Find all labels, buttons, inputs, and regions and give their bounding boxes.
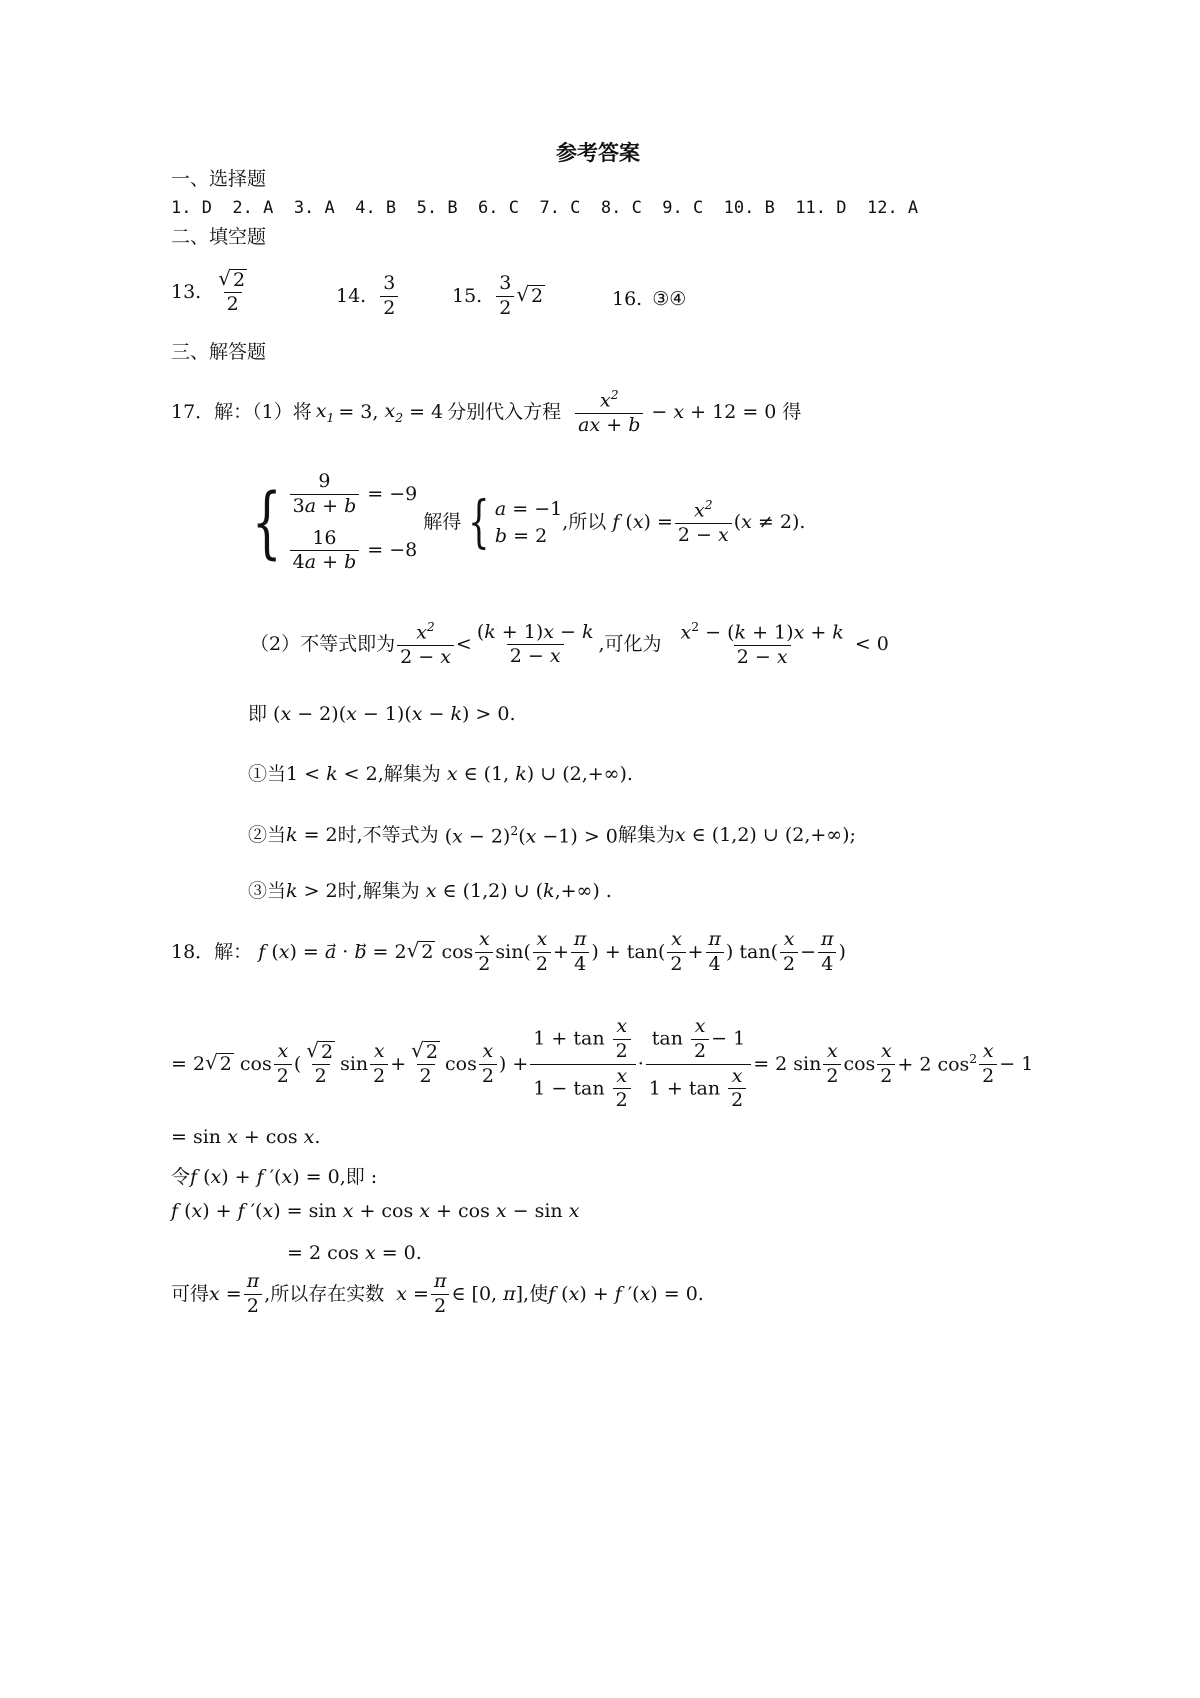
q17-intro-text: 17．解：（1）将 <box>171 401 312 424</box>
q18-kede: 可得 <box>171 1282 210 1305</box>
q17-case-text: 时,不等式为 <box>337 824 439 847</box>
left-brace: { <box>468 489 490 555</box>
q17-case-text: ②当 <box>248 824 287 847</box>
q18-ji-text: ,即 : <box>339 1166 378 1188</box>
section-choice-heading: 一、选择题 <box>171 168 267 190</box>
q17-intro-text: 得 <box>782 401 802 424</box>
choice-answers: 1. D 2. A 3. A 4. B 5. B 6. C 7. C 8. C 9. C 10. B 11. D 12. A <box>171 198 919 218</box>
fraction: $\frac{x^2}{ax + b}$ <box>575 388 643 438</box>
q18-line1: 18．解： f (x) = a⃗ · b⃗ = 2 √ 2 cos $\frac{x}{2}$ sin( $\frac{x}{2}$ + $\frac{\pi}{4}$ ) + tan( $\frac{x}{2}$ + $\frac{\pi}{4}$ ) tan( $\frac{x}{2}$ − $\frac{\pi}{4}$ ) <box>171 928 846 975</box>
q17-ji: 即 (x − 2)(x − 1)(x − k) > 0. <box>248 703 516 725</box>
q18-conclusion: 可得 x = $\frac{\pi}{2}$ ,所以存在实数 x = $\frac{\pi}{2}$ ∈ [0, π] ,使 f (x) + f ′(x) = 0. <box>171 1270 704 1317</box>
q18-ling: 令 f (x) + f ′(x) = 0 ,即 : <box>171 1166 378 1188</box>
q18-line2: = 2 √ 2 cos $\frac{x}{2}$ ( √ 2 2 sin $\frac{x}{2}$ + √ 2 2 cos $\frac{x}{2}$ ) + 1 + tan $\frac{x}{2}$ 1 − tan $\frac{x}{2}$ · tan $\frac{x}{2}$ − 1 1 + tan $\frac{x}{2}$ = 2 sin $\frac{x}{2}$ cos $\frac{x}{2}$ + 2 $\cos^2$ $\frac{x}{2}$ − 1 <box>171 1015 1034 1112</box>
q17-case-text: 解集为 <box>617 824 675 847</box>
q18-shi: ,使 <box>523 1282 549 1305</box>
q17-system: { $\frac{9}{3a + b}$ = −9 $\frac{16}{4a + b}$ = −8 解得 { a = −1 b = 2 ,所以 f (x) = $\frac{x^2}{2 - x}$ (x ≠ 2). <box>251 470 806 574</box>
q18-line3: = sin x + cos x. <box>171 1126 321 1148</box>
answer-14-label: 14. <box>336 284 367 307</box>
section-fill-heading: 二、填空题 <box>171 226 267 248</box>
q17-jiede: 解得 <box>423 511 462 533</box>
q17-case-text: 时,解集为 <box>337 880 420 902</box>
q17-case1: ①当 1 < k < 2 ,解集为 x ∈ (1, k) ∪ (2,+∞). <box>248 763 633 785</box>
answer-16 <box>612 290 686 309</box>
answer-14 <box>336 272 400 321</box>
q17-case-text: ,解集为 <box>377 763 441 785</box>
q17-case2: ②当 k = 2 时,不等式为 $(x - 2)^2(x -1) > 0$ 解集为 x ∈ (1,2) ∪ (2,+∞); <box>248 824 856 848</box>
q18-suoyi: ,所以存在实数 <box>264 1282 385 1305</box>
q17-intro-text: 分别代入方程 <box>447 401 562 424</box>
q17-case3: ③当 k > 2 时,解集为 x ∈ (1,2) ∪ (k,+∞) . <box>248 880 612 902</box>
answer-16-label: 16. <box>612 288 643 310</box>
fraction: $\frac{3}{2}$ <box>496 272 514 321</box>
q18-line6: = 2 cos x = 0. <box>287 1242 422 1264</box>
answer-13 <box>171 268 252 317</box>
q17-case-text: ③当 <box>248 880 287 902</box>
fraction: $\frac{3}{2}$ <box>380 272 398 321</box>
q17-part2-text: ,可化为 <box>598 633 662 656</box>
page-title: 参考答案 <box>556 140 640 165</box>
q18-line5: f (x) + f ′(x) = sin x + cos x + cos x − sin x <box>171 1200 580 1222</box>
answer-16-value: ③④ <box>652 288 687 310</box>
q18-intro: 18．解： <box>171 940 253 963</box>
answer-13-label: 13. <box>171 280 202 303</box>
q17-part2: （2）不等式即为 $\frac{x^2}{2 - x}$ < $\frac{(k + 1)x - k}{2 - x}$ ,可化为 $\frac{x^2 - (k + 1)x + k}{2 - x}$ < 0 <box>250 620 889 669</box>
answer-15-label: 15. <box>452 284 483 307</box>
answer-15: 15. $\frac{3}{2}$ √ 2 <box>452 272 544 319</box>
q17-part2-text: （2）不等式即为 <box>250 633 396 656</box>
q17-suoyi: ,所以 <box>562 511 607 533</box>
section-solution-heading: 三、解答题 <box>171 341 267 363</box>
q17-ji-text: 即 <box>248 703 268 725</box>
fraction: √ 2 2 <box>218 266 246 315</box>
q17-case-text: ①当 <box>248 763 287 785</box>
left-brace: { <box>251 477 282 568</box>
q17-intro: 17．解：（1）将 $x_1$ = 3, $x_2$ = 4 分别代入方程 $\frac{x^2}{ax + b}$ − x + 12 = 0 得 <box>171 388 802 437</box>
q18-ling-text: 令 <box>171 1166 191 1188</box>
